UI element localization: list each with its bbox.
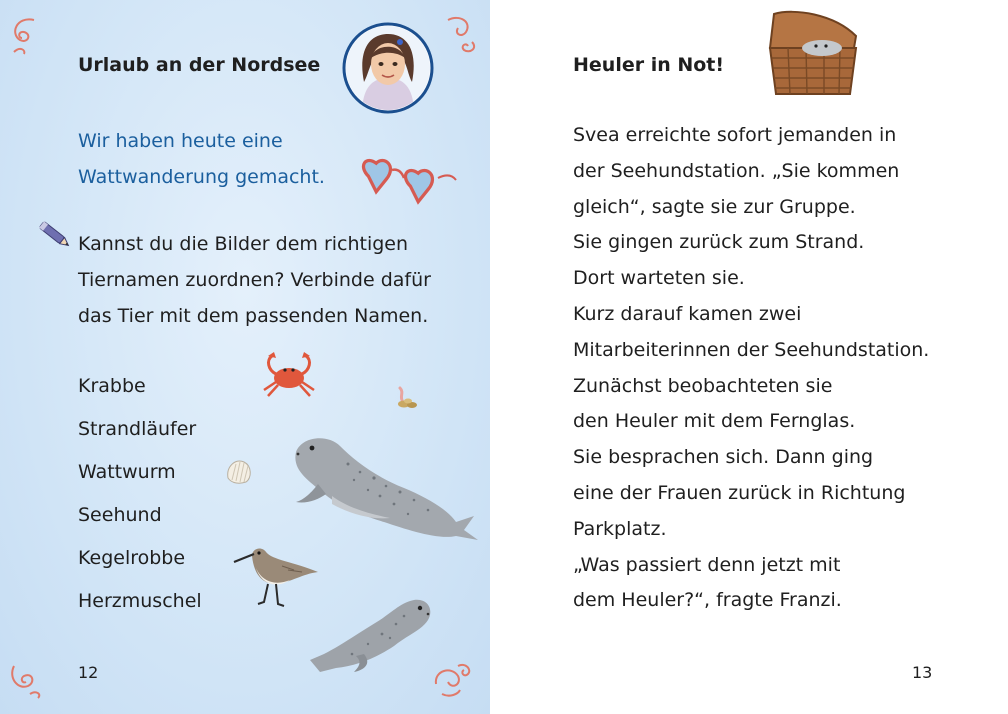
pencil-icon [36, 218, 74, 252]
story-text [573, 118, 929, 619]
swirl-ornament-icon [6, 14, 42, 56]
animal-name: Strandläufer [78, 418, 197, 440]
task-line: Kannst du die Bilder dem richtigen [78, 233, 409, 255]
story-line: Dort warteten sie. [573, 267, 745, 290]
intro-text [78, 123, 325, 195]
chapter-title: Heuler in Not! [573, 54, 725, 76]
animal-name: Wattwurm [78, 461, 176, 483]
animal-name: Krabbe [78, 375, 146, 397]
story-line: „Was passiert denn jetzt mit [573, 553, 841, 576]
story-line: Zunächst beobachteten sie [573, 374, 833, 397]
story-line: Kurz darauf kamen zwei [573, 302, 802, 325]
task-line: das Tier mit dem passenden Namen. [78, 305, 429, 327]
story-line: eine der Frauen zurück in Richtung [573, 481, 906, 504]
task-line: Tiernamen zuordnen? Verbinde dafür [78, 269, 431, 291]
cockle-shell-icon [224, 456, 254, 486]
story-line: dem Heuler?“, fragte Franzi. [573, 589, 842, 612]
story-line: Sie gingen zurück zum Strand. [573, 231, 865, 254]
story-line: der Seehundstation. „Sie kommen [573, 159, 900, 182]
animal-name: Seehund [78, 504, 162, 526]
story-line: Parkplatz. [573, 517, 667, 540]
page-title: Urlaub an der Nordsee [78, 54, 321, 76]
crab-icon [258, 350, 320, 398]
left-page [0, 0, 490, 714]
animal-name: Kegelrobbe [78, 547, 186, 569]
intro-line: Wir haben heute eine [78, 130, 283, 152]
page-number: 12 [78, 663, 99, 682]
story-line: gleich“, sagte sie zur Gruppe. [573, 195, 856, 218]
intro-line: Wattwanderung gemacht. [78, 166, 325, 188]
swirl-ornament-icon [442, 12, 482, 56]
heart-sunglasses-icon [354, 150, 458, 202]
girl-portrait-icon [342, 22, 434, 114]
animal-name: Herzmuschel [78, 590, 202, 612]
animal-name-list [78, 370, 202, 628]
story-line: Sie besprachen sich. Dann ging [573, 446, 874, 469]
swirl-ornament-icon [8, 660, 44, 700]
seal-pup-icon [306, 594, 434, 674]
lugworm-icon [392, 384, 422, 410]
task-instructions [78, 226, 458, 334]
story-line: Mitarbeiterinnen der Seehundstation. [573, 338, 930, 361]
story-line: Svea erreichte sofort jemanden in [573, 124, 897, 146]
basket-icon [764, 8, 862, 100]
story-line: den Heuler mit dem Fernglas. [573, 410, 856, 433]
page-number: 13 [912, 663, 933, 682]
swirl-ornament-icon [432, 660, 476, 700]
